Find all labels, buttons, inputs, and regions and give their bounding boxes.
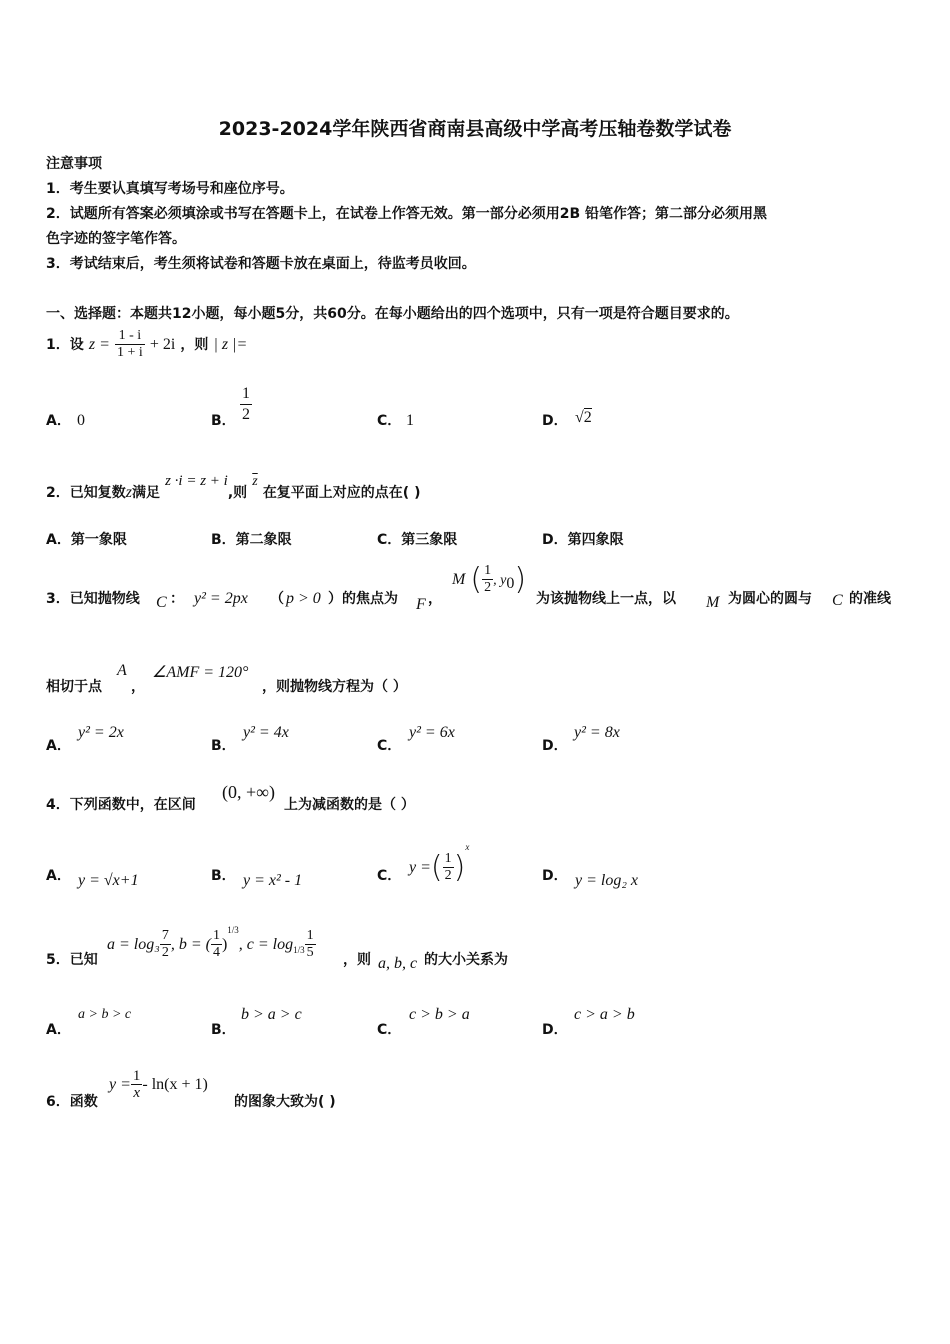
q3-comma2: ， xyxy=(131,679,145,695)
q1-b-num: 1 xyxy=(240,384,252,405)
q4-option-d: y = log₂ x xyxy=(575,872,639,889)
notice-item-3: 3．考试结束后，考生须将试卷和答题卡放在桌面上，待监考员收回。 xyxy=(46,256,476,272)
q1-b-fraction xyxy=(240,384,252,425)
notice-item-1: 1．考生要认真填写考场号和座位序号。 xyxy=(46,181,294,197)
q5-c-den: 5 xyxy=(306,945,314,960)
q1-b-den: 2 xyxy=(242,406,250,423)
q3-option-c: y² = 6x xyxy=(409,724,455,741)
question-1 xyxy=(46,328,247,361)
q4-option-b: y = x² - 1 xyxy=(243,872,303,889)
q5-b-num: 1 xyxy=(212,928,220,943)
q4-label-d: D． xyxy=(542,868,568,884)
q3-M2: M xyxy=(706,594,720,611)
q4-tail: 上为减函数的是（ ） xyxy=(284,797,415,813)
q1-d-value: 2 xyxy=(583,409,592,426)
q5-label-c: C． xyxy=(377,1022,402,1038)
q3-colon: ： xyxy=(170,591,184,607)
q1-abs: | z |= xyxy=(213,336,248,353)
q3-line2b: ，则抛物线方程为（ ） xyxy=(262,679,407,695)
q3-label-d: D． xyxy=(542,738,568,754)
q5-a-num: 7 xyxy=(161,928,169,943)
q3-mx-fraction xyxy=(482,563,493,596)
q3-label-b: B． xyxy=(211,738,236,754)
paren-left-icon: ( xyxy=(470,562,483,597)
q5-c-pre: , c = log xyxy=(238,936,294,953)
q1-den: 1 + i xyxy=(116,345,143,360)
q3-label-a: A． xyxy=(46,738,71,754)
q2-zbar: $\overline{z}$ xyxy=(252,474,258,489)
q3-text2: 为圆心的圆与 xyxy=(728,591,812,607)
q4-option-a: y = √x+1 xyxy=(78,872,139,889)
q5-option-a: a > b > c xyxy=(78,1007,132,1022)
q6-rest: - ln(x + 1) xyxy=(142,1076,208,1093)
q2-option-d: D．第四象限 xyxy=(542,532,624,548)
q3-eq: y² = 2px xyxy=(194,590,248,607)
q3-cond: p > 0 xyxy=(286,590,321,607)
paren-right-icon: ) xyxy=(514,562,527,597)
q1-option-d xyxy=(575,409,592,427)
q5-label-a: A． xyxy=(46,1022,71,1038)
q1-option-c: 1 xyxy=(406,412,414,429)
q1-label-a: A． xyxy=(46,413,71,429)
q3-my: , y xyxy=(493,573,507,588)
q2-mid: ,则 xyxy=(227,485,248,501)
q5-b-exp: 1/3 xyxy=(227,925,239,935)
q1-label-c: C． xyxy=(377,413,402,429)
q5-option-b: b > a > c xyxy=(241,1006,302,1023)
q3-option-b: y² = 4x xyxy=(243,724,289,741)
q5-c-fraction xyxy=(305,928,316,961)
q5-b-pre: , b = ( xyxy=(170,936,211,953)
q5-b-den: 4 xyxy=(212,945,220,960)
q3-option-a: y² = 2x xyxy=(78,724,124,741)
q3-paren-open: （ xyxy=(270,591,284,607)
q4-label-b: B． xyxy=(211,868,236,884)
q2-option-b: B．第二象限 xyxy=(211,532,292,548)
q5-label-d: D． xyxy=(542,1022,568,1038)
q5-tail: 的大小关系为 xyxy=(424,952,508,968)
q2-option-c: C．第三象限 xyxy=(377,532,458,548)
q3-C2: C xyxy=(832,592,843,609)
q3-label-c: C． xyxy=(377,738,402,754)
q3-C: C xyxy=(156,594,167,611)
q1-fraction xyxy=(115,328,145,361)
q5-option-d: c > a > b xyxy=(574,1006,635,1023)
q6-tail: 的图象大致为( ) xyxy=(234,1094,336,1110)
q5-c-num: 1 xyxy=(306,928,314,943)
q4-label-a: A． xyxy=(46,868,71,884)
q5-a-fraction xyxy=(160,928,171,961)
q3-my-sub: 0 xyxy=(506,575,515,593)
q3-lead: 3．已知抛物线 xyxy=(46,591,140,607)
q3-mx-den: 2 xyxy=(484,580,492,595)
q3-option-d: y² = 8x xyxy=(574,724,620,741)
q6-fraction xyxy=(131,1068,143,1101)
q4-label-c: C． xyxy=(377,868,402,884)
paren-right-icon: ) xyxy=(453,850,466,885)
q4-interval: (0, +∞) xyxy=(222,782,275,802)
q3-point-M xyxy=(452,562,526,597)
q2-cond: 满足 xyxy=(131,485,160,501)
notice-heading: 注意事项 xyxy=(46,156,102,172)
q4-option-c xyxy=(409,842,469,885)
q5-option-c: c > b > a xyxy=(409,1006,470,1023)
q1-lead: 1．设 xyxy=(46,337,84,353)
q1-label-d: D． xyxy=(542,413,568,429)
q2-tail: 在复平面上对应的点在( ) xyxy=(262,485,421,501)
q3-line2a: 相切于点 xyxy=(46,679,102,695)
q5-a-den: 2 xyxy=(161,945,169,960)
q5-then: ，则 xyxy=(343,952,371,968)
q5-c-base: 1/3 xyxy=(293,945,305,956)
q4-c-den: 2 xyxy=(444,868,452,883)
q2-lead: 2．已知复数 xyxy=(46,485,126,501)
q5-a-pre: a = log₃ xyxy=(107,936,160,953)
q4-c-num: 1 xyxy=(444,851,452,866)
q3-F: F xyxy=(416,596,426,613)
q3-A: A xyxy=(117,662,127,679)
q5-label-b: B． xyxy=(211,1022,236,1038)
question-2 xyxy=(46,470,421,501)
q3-text1: 为该抛物线上一点，以 xyxy=(536,591,676,607)
q3-M: M xyxy=(452,571,466,588)
q1-num: 1 - i xyxy=(115,328,145,345)
q5-lead: 5．已知 xyxy=(46,952,98,968)
notice-item-2: 2．试题所有答案必须填涂或书写在答题卡上，在试卷上作答无效。第一部分必须用2B 铅笔作答；第二部分必须用黑 xyxy=(46,206,768,222)
q5-expression: a = log₃ $\frac{7}{2}$ , b = ( $\frac{1}{4}$ )$^{1/3}$, $c = \log_{1/3}$ $\frac{1}{5}$ xyxy=(107,925,314,960)
q4-lead: 4．下列函数中，在区间 xyxy=(46,797,196,813)
q2-option-a: A．第一象限 xyxy=(46,532,127,548)
q6-den: x xyxy=(133,1085,140,1101)
q1-then: ，则 xyxy=(180,337,209,353)
q3-paren-close: ）的焦点为 xyxy=(328,591,398,607)
q6-num: 1 xyxy=(132,1068,141,1084)
q5-b-fraction xyxy=(211,928,222,961)
q3-comma: ， xyxy=(428,591,442,607)
q3-text3: 的准线 xyxy=(849,591,891,607)
q1-plus: + 2i xyxy=(149,336,176,353)
q6-y-eq: y = xyxy=(109,1076,131,1093)
q1-z-eq: z = xyxy=(88,336,110,353)
q4-c-fraction xyxy=(443,851,454,884)
q3-mx-num: 1 xyxy=(484,563,492,578)
q5-vars: a, b, c xyxy=(378,955,418,972)
notice-item-2-cont: 色字迹的签字笔作答。 xyxy=(46,231,186,247)
q1-label-b: B． xyxy=(211,413,236,429)
sqrt-icon: √ xyxy=(575,409,584,426)
q6-expression xyxy=(109,1068,208,1101)
q2-z: z xyxy=(125,484,132,501)
q1-option-a: 0 xyxy=(77,412,85,429)
q2-expr: z ·i = z + i xyxy=(165,473,228,489)
q1-option-b xyxy=(240,384,252,425)
q6-lead: 6．函数 xyxy=(46,1094,98,1110)
paren-left-icon: ( xyxy=(430,850,443,885)
q4-c-pre: y = xyxy=(409,859,431,876)
q4-c-exp: x xyxy=(465,842,470,852)
section-heading: 一、选择题：本题共12小题，每小题5分，共60分。在每小题给出的四个选项中，只有一项是符合题目要求的。 xyxy=(46,306,739,322)
page-title: 2023-2024学年陕西省商南县高级中学高考压轴卷数学试卷 xyxy=(218,118,732,140)
q3-angle: ∠AMF = 120° xyxy=(152,664,249,681)
